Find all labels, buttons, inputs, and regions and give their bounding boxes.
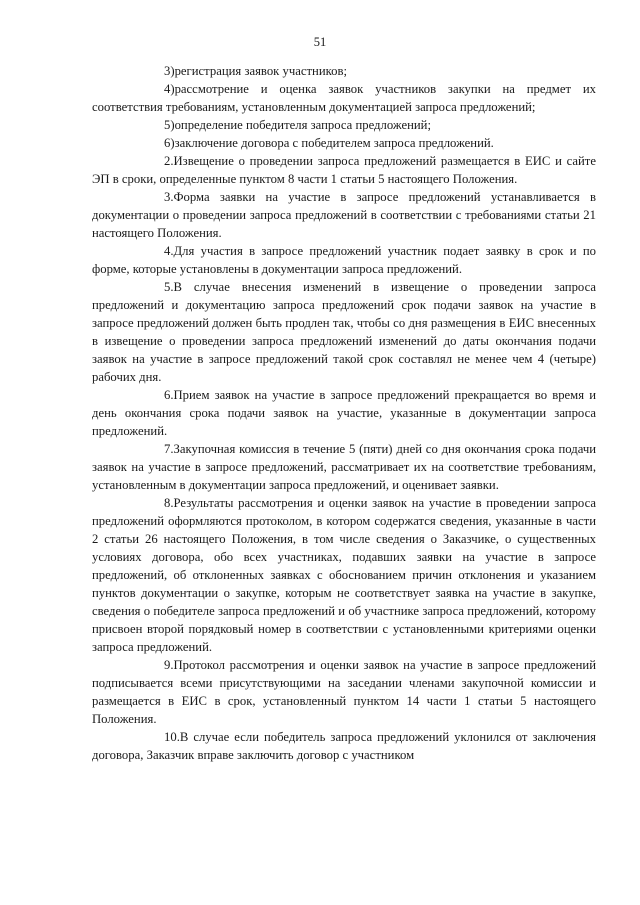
paragraph-number: 9.	[164, 658, 174, 672]
paragraph-number: 5.	[164, 280, 174, 294]
paragraph	[92, 80, 596, 116]
paragraph	[92, 116, 596, 134]
paragraph	[92, 134, 596, 152]
paragraph-number: 10.	[164, 730, 180, 744]
paragraph-number: 5)	[164, 118, 175, 132]
paragraph-number: 6)	[164, 136, 175, 150]
paragraph	[92, 278, 596, 386]
paragraph-text: Результаты рассмотрения и оценки заявок на участие в проведении запроса предложений оформляются протоколом, в котором содержатся сведения, указанные в части 2 статьи 26 настоящего Положения, в том числе сведения о Заказчике, о существенных условиях договора, обо всех участниках, подавших заявки на участие в запросе предложений, об отклоненных заявках с обоснованием причин отклонения и указанием пунктов документации о закупке, которым не соответствует заявка на участие в закупке, сведения о победителе запроса предложений и об участнике запроса предложений, которому присвоен второй порядковый номер в соответствии с установленными критериями оценки запроса предложений.	[92, 496, 596, 654]
paragraph-text: Закупочная комиссия в течение 5 (пяти) дней со дня окончания срока подачи заявок на участие в запросе предложений, рассматривает их на соответствие требованиям, установленным в документации запроса предложений, и оценивает заявки.	[92, 442, 596, 492]
paragraph-text: определение победителя запроса предложений;	[174, 118, 431, 132]
paragraph-number: 3.	[164, 190, 174, 204]
paragraph	[92, 152, 596, 188]
paragraph-text: заключение договора с победителем запроса предложений.	[174, 136, 494, 150]
paragraph-number: 3)	[164, 64, 175, 78]
paragraph-text: Извещение о проведении запроса предложений размещается в ЕИС и сайте ЭП в сроки, определенные пунктом 8 части 1 статьи 5 настоящего Положения.	[92, 154, 596, 186]
paragraph-number: 7.	[164, 442, 174, 456]
paragraph-text: Для участия в запросе предложений участник подает заявку в срок и по форме, которые установлены в документации запроса предложений.	[92, 244, 596, 276]
paragraph-text: В случае если победитель запроса предложений уклонился от заключения договора, Заказчик вправе заключить договор с участником	[92, 730, 596, 762]
paragraph-text: Форма заявки на участие в запросе предложений устанавливается в документации о проведении запроса предложений в соответствии с требованиями статьи 21 настоящего Положения.	[92, 190, 596, 240]
page-number: 51	[313, 35, 327, 49]
paragraph-text: В случае внесения изменений в извещение о проведении запроса предложений и документацию запроса предложений срок подачи заявок на участие в запросе предложений должен быть продлен так, чтобы со дня размещения в ЕИС внесенных в извещение о проведении запроса предложений изменений до даты окончания подачи заявок на участие в запросе предложений такой срок составлял не менее чем 4 (четыре) рабочих дня.	[92, 280, 596, 384]
paragraph-text: Прием заявок на участие в запросе предложений прекращается во время и день окончания срока подачи заявок на участие, указанные в документации запроса предложений.	[92, 388, 596, 438]
paragraph	[92, 728, 596, 764]
paragraph-number: 2.	[164, 154, 174, 168]
paragraph-text: Протокол рассмотрения и оценки заявок на участие в запросе предложений подписывается всеми присутствующими на заседании членами закупочной комиссии и размещается в ЕИС в срок, установленный пунктом 14 части 1 статьи 5 настоящего Положения.	[92, 658, 596, 726]
paragraph-number: 4.	[164, 244, 174, 258]
paragraph-number: 4)	[164, 82, 175, 96]
paragraph-number: 8.	[164, 496, 174, 510]
paragraph	[92, 188, 596, 242]
document-body	[92, 62, 596, 764]
paragraph	[92, 62, 596, 80]
paragraph-number: 6.	[164, 388, 174, 402]
paragraph	[92, 242, 596, 278]
paragraph-text: регистрация заявок участников;	[174, 64, 347, 78]
paragraph-text: рассмотрение и оценка заявок участников закупки на предмет их соответствия требованиям, установленным документацией запроса предложений;	[92, 82, 596, 114]
paragraph	[92, 440, 596, 494]
paragraph	[92, 656, 596, 728]
paragraph	[92, 386, 596, 440]
paragraph	[92, 494, 596, 656]
